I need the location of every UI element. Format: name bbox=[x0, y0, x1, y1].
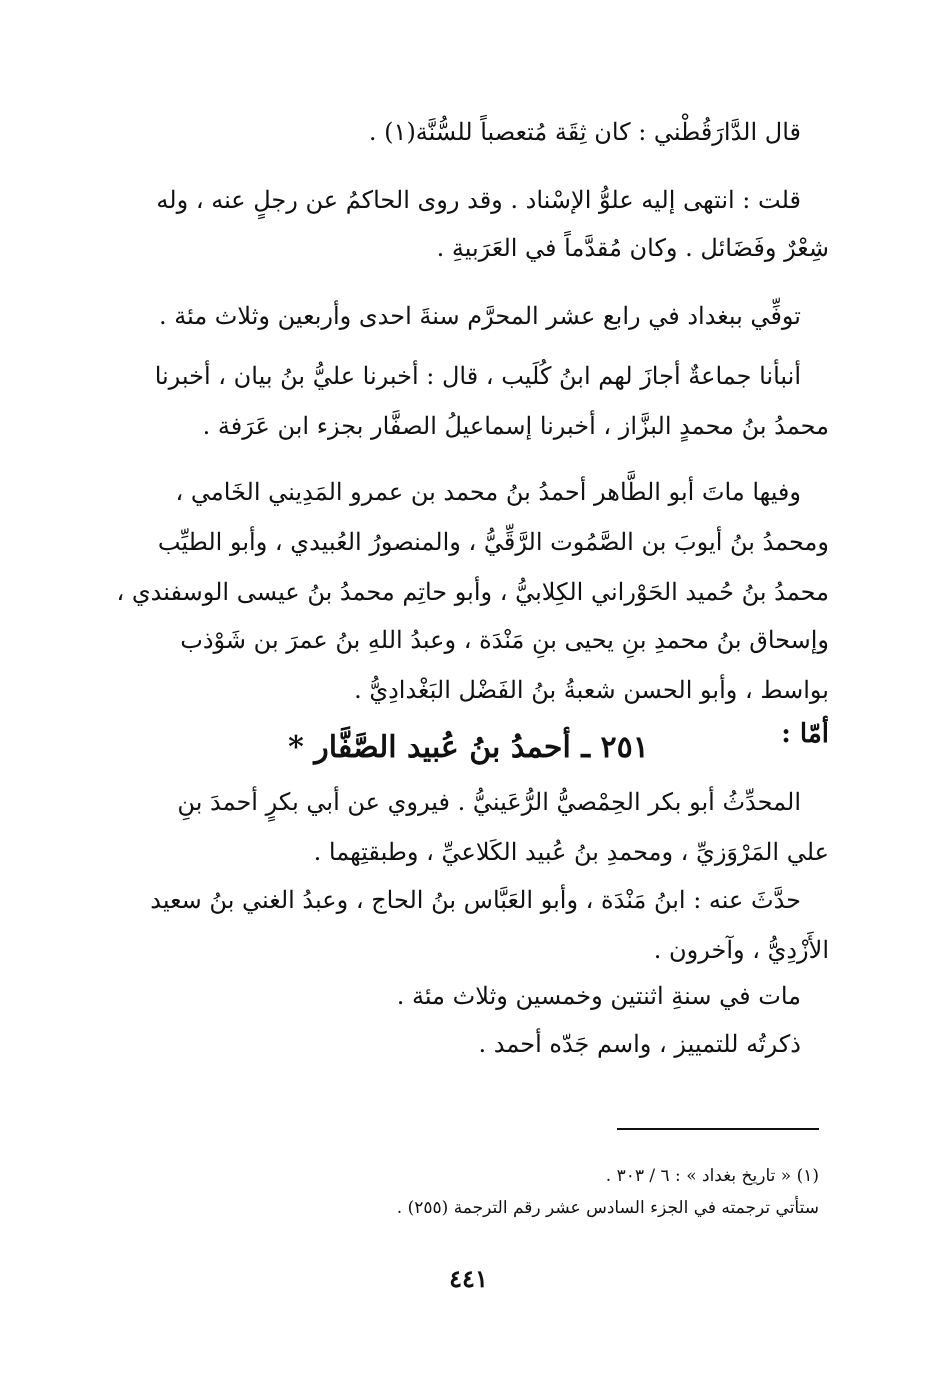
entry-line-3: حدَّثَ عنه : ابنُ مَنْدَة ، وأبو العَبَّاس بنُ الحاج ، وعبدُ الغني بنُ سعيد bbox=[150, 886, 801, 914]
body-line-9: محمدُ بنُ حُميد الحَوْراني الكِلابيُّ ، وأبو حاتِم محمدُ بنُ عيسى الوسفندي ، bbox=[116, 578, 829, 606]
footnote-divider bbox=[617, 1128, 819, 1130]
entry-line-2: علي المَرْوَزيِّ ، ومحمدِ بنُ عُبيد الكَلاعيِّ ، وطبقتِهما . bbox=[313, 838, 829, 866]
entry-line-6: ذكرتُه للتمييز ، واسم جَدّه أحمد . bbox=[478, 1030, 801, 1058]
entry-line-5: مات في سنةِ اثنتين وخمسين وثلاث مئة . bbox=[396, 982, 801, 1010]
body-line-2: قلت : انتهى إليه علوُّ الإسْناد . وقد روى الحاكمُ عن رجلٍ عنه ، وله bbox=[156, 186, 801, 214]
entry-line-4: الأَزْدِيُّ ، وآخرون . bbox=[653, 936, 829, 964]
body-line-4: توفِّي ببغداد في رابع عشر المحرَّم سنةَ احدى وأربعين وثلاث مئة . bbox=[158, 302, 801, 330]
body-line-11: بواسط ، وأبو الحسن شعبةُ بنُ الفَضْل البَغْدادِيُّ . bbox=[354, 676, 829, 704]
side-label: أمّا : bbox=[781, 719, 829, 749]
page-number: ٤٤١ bbox=[449, 1264, 488, 1293]
entry-heading: ٢٥١ ـ أحمدُ بنُ عُبيد الصَّفَّار * bbox=[288, 730, 649, 765]
body-line-3: شِعْرٌ وفَضَائل . وكان مُقدَّماً في العَرَبيةِ . bbox=[436, 234, 829, 262]
entry-line-1: المحدِّثُ أبو بكر الحِمْصيُّ الرُّعَينيُّ . فيروي عن أبي بكرٍ أحمدَ بنِ bbox=[177, 788, 801, 816]
body-line-6: محمدُ بنُ محمدٍ البزَّاز ، أخبرنا إسماعيلُ الصفَّار بجزء ابن عَرَفة . bbox=[202, 412, 829, 440]
footnote-1: (١) « تاريخ بغداد » : ٦ / ٣٠٣ . bbox=[605, 1166, 819, 1186]
body-line-5: أنبأنا جماعةٌ أجازَ لهم ابنُ كُلَيب ، قال : أخبرنا عليُّ بنُ بيان ، أخبرنا bbox=[154, 362, 801, 390]
body-line-1: قال الدَّارَقُطْني : كان ثِقَة مُتعصباً للسُّنَّة(١) . bbox=[368, 118, 801, 146]
body-line-10: وإسحاق بنُ محمدِ بنِ يحيى بنِ مَنْدَة ، وعبدُ اللهِ بنُ عمرَ بن شَوْذب bbox=[180, 626, 829, 654]
body-line-8: ومحمدُ بنُ أيوبَ بن الصَّمُوت الرَّقِّيُّ ، والمنصورُ العُبيدي ، وأبو الطيِّب bbox=[157, 528, 829, 556]
footnote-2: ستأتي ترجمته في الجزء السادس عشر رقم الترجمة (٢٥٥) . bbox=[396, 1198, 819, 1218]
body-line-7: وفيها ماتَ أبو الطَّاهر أحمدُ بنُ محمد بن عمرو المَدِيني الخَامي ، bbox=[175, 478, 801, 506]
